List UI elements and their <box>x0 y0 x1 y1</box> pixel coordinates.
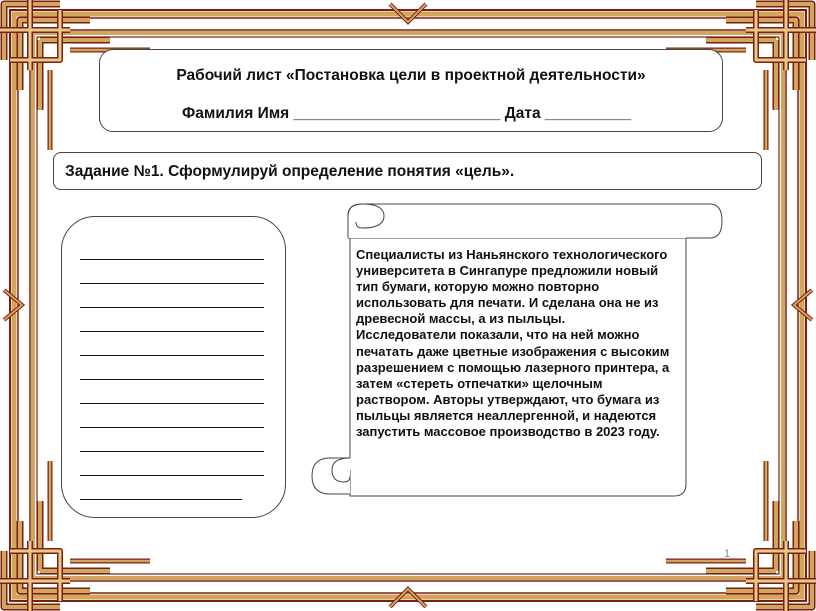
answer-line[interactable] <box>80 355 264 356</box>
scroll-paragraph: Исследователи показали, что на ней можно печатать даже цветные изображения с высоким разрешением с помощью лазерного принтера, а затем «стереть отпечатки» щелочным раствором. Авторы утверждают, что бумага из пыльцы является неаллергенной, и надеются запустить массовое производство в 2023 году. <box>356 327 670 440</box>
task-box <box>53 152 762 190</box>
answer-line[interactable] <box>80 451 264 452</box>
answer-line[interactable] <box>80 403 264 404</box>
answer-line[interactable] <box>80 379 264 380</box>
page-number: 1 <box>724 548 731 560</box>
answer-line[interactable] <box>80 259 264 260</box>
answer-line[interactable] <box>80 307 264 308</box>
answer-line[interactable] <box>80 475 264 476</box>
answer-line[interactable] <box>80 331 264 332</box>
scroll-text <box>356 247 678 440</box>
answer-area <box>61 216 286 518</box>
worksheet-header <box>99 49 723 132</box>
answer-line[interactable] <box>80 283 264 284</box>
scroll-paragraph: Специалисты из Наньянского технологического университета в Сингапуре предложили новый тип бумаги, которую можно повторно использовать для печати. И сделана она не из древесной массы, а из пыльцы. <box>356 247 668 327</box>
worksheet-title: Рабочий лист «Постановка цели в проектной деятельности» <box>176 67 646 84</box>
answer-line[interactable] <box>80 427 264 428</box>
answer-line[interactable] <box>80 499 242 500</box>
name-date-line: Фамилия Имя ________________________ Дата __________ <box>182 105 632 122</box>
task-text: Задание №1. Сформулируй определение понятия «цель». <box>65 163 515 180</box>
